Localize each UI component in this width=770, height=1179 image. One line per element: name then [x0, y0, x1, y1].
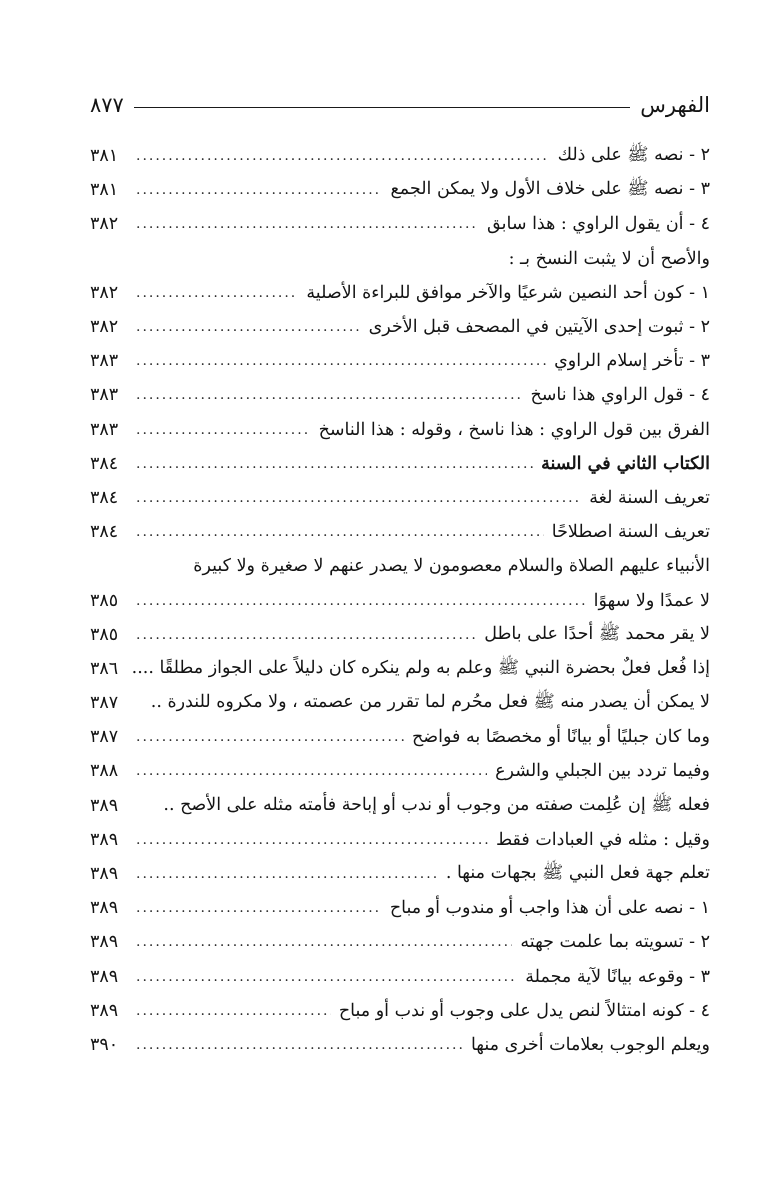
index-entry [90, 891, 710, 925]
entry-label: الأنبياء عليهم الصلاة والسلام معصومون لا يصدر عنهم لا صغيرة ولا كبيرة [193, 556, 710, 577]
dot-leader [136, 729, 404, 745]
entry-label: لا يمكن أن يصدر منه ﷺ فعل محُرم لما تقرر من عصمته ، ولا مكروه للندرة .. [150, 692, 710, 713]
entry-label: ٢ - نصه ﷺ على ذلك [557, 145, 710, 166]
dot-leader [136, 148, 550, 164]
index-entry [90, 515, 710, 549]
entry-label: والأصح أن لا يثبت النسخ بـ : [508, 248, 710, 269]
index-entry [90, 823, 710, 857]
dot-leader [136, 182, 382, 198]
entry-page-number: ٣٨٣ [90, 385, 119, 406]
dot-leader [136, 216, 479, 232]
entry-page-number: ٣٩٠ [90, 1034, 119, 1055]
entry-page-number: ٣٨٧ [90, 693, 119, 714]
entry-page-number: ٣٨٨ [90, 761, 119, 782]
entry-page-number: ٣٨٩ [90, 829, 119, 850]
dot-leader [136, 969, 517, 985]
dot-leader [136, 832, 488, 848]
header-rule [134, 107, 630, 108]
entry-page-number: ٣٨٩ [90, 864, 119, 885]
index-entry [90, 925, 710, 959]
page-number: ٨٧٧ [90, 93, 124, 117]
index-entry [90, 857, 710, 891]
index-entry [90, 276, 710, 310]
entry-label: الكتاب الثاني في السنة [541, 453, 710, 474]
index-entry [90, 960, 710, 994]
index-entry [90, 310, 710, 344]
entry-label: تعريف السنة اصطلاحًا [551, 522, 710, 543]
entry-label: ٣ - وقوعه بيانًا لآية مجملة [525, 966, 710, 987]
entry-page-number: ٣٨٢ [90, 282, 119, 303]
index-entry [90, 583, 710, 617]
entry-label: ١ - كون أحد النصين شرعيًا والآخر موافق للبراءة الأصلية [306, 282, 710, 303]
entry-page-number: ٣٨١ [90, 146, 119, 167]
entry-label: ٣ - تأخر إسلام الراوي [554, 351, 710, 372]
entry-page-number: ٣٨٣ [90, 419, 119, 440]
dot-leader [136, 1003, 331, 1019]
entry-label: لا يقر محمد ﷺ أحدًا على باطل [484, 623, 710, 644]
index-entry [90, 754, 710, 788]
index-entry [90, 994, 710, 1028]
dot-leader [136, 422, 311, 438]
entry-page-number: ٣٨٦ [90, 658, 119, 679]
entry-page-number: ٣٨٥ [90, 624, 119, 645]
entry-label: ويعلم الوجوب بعلامات أخرى منها [470, 1034, 710, 1055]
entry-page-number: ٣٨٧ [90, 727, 119, 748]
index-entry [90, 173, 710, 207]
entry-page-number: ٣٨٩ [90, 795, 119, 816]
dot-leader [136, 456, 533, 472]
entry-label: ٢ - ثبوت إحدى الآيتين في المصحف قبل الأخرى [368, 317, 710, 338]
index-entry [90, 481, 710, 515]
index-list [90, 139, 710, 1062]
index-entry [90, 789, 710, 823]
dot-leader [136, 934, 512, 950]
dot-leader [136, 593, 586, 609]
index-entry [90, 207, 710, 241]
entry-label: ١ - نصه على أن هذا واجب أو مندوب أو مباح [389, 898, 710, 919]
entry-label: وما كان جبليًا أو بيانًا أو مخصصًا به فواضح [411, 727, 710, 748]
dot-leader [136, 1037, 463, 1053]
index-entry [90, 720, 710, 754]
dot-leader [136, 387, 522, 403]
dot-leader [136, 763, 487, 779]
entry-label: وفيما تردد بين الجبلي والشرع [495, 761, 710, 782]
index-entry [90, 344, 710, 378]
index-entry [90, 652, 710, 686]
dot-leader [136, 490, 581, 506]
entry-label: ٢ - تسويته بما علمت جهته [520, 932, 710, 953]
dot-leader [136, 900, 382, 916]
entry-label: تعلم جهة فعل النبي ﷺ بجهات منها . [445, 863, 710, 884]
index-entry [90, 378, 710, 412]
entry-page-number: ٣٨٢ [90, 214, 119, 235]
entry-label: ٣ - نصه ﷺ على خلاف الأول ولا يمكن الجمع [390, 179, 710, 200]
dot-leader [136, 524, 544, 540]
index-entry [90, 549, 710, 583]
entry-page-number: ٣٨٢ [90, 317, 119, 338]
dot-leader [136, 285, 298, 301]
entry-label: ٤ - كونه امتثالاً لنص يدل على وجوب أو ندب أو مباح [338, 1000, 710, 1021]
index-entry [90, 447, 710, 481]
dot-leader [136, 353, 546, 369]
index-entry [90, 242, 710, 276]
entry-page-number: ٣٨٩ [90, 966, 119, 987]
entry-page-number: ٣٨٤ [90, 453, 119, 474]
entry-page-number: ٣٨١ [90, 180, 119, 201]
entry-label: فعله ﷺ إن عُلِمت صفته من وجوب أو ندب أو إباحة فأمته مثله على الأصح .. [163, 794, 710, 815]
entry-label: لا عمدًا ولا سهوًا [593, 590, 710, 611]
index-entry [90, 139, 710, 173]
entry-page-number: ٣٨٤ [90, 522, 119, 543]
entry-page-number: ٣٨٩ [90, 898, 119, 919]
index-entry [90, 1028, 710, 1062]
entry-label: تعريف السنة لغة [589, 487, 710, 508]
entry-label: وقيل : مثله في العبادات فقط [495, 829, 710, 850]
dot-leader [136, 866, 438, 882]
entry-label: ٤ - قول الراوي هذا ناسخ [530, 385, 710, 406]
entry-page-number: ٣٨٩ [90, 932, 119, 953]
entry-page-number: ٣٨٩ [90, 1000, 119, 1021]
page-header [90, 90, 710, 120]
entry-page-number: ٣٨٣ [90, 351, 119, 372]
index-entry [90, 413, 710, 447]
dot-leader [136, 319, 361, 335]
index-entry [90, 686, 710, 720]
entry-label: الفرق بين قول الراوي : هذا ناسخ ، وقوله : هذا الناسخ [318, 419, 710, 440]
index-entry [90, 618, 710, 652]
entry-label: إذا فُعل فعلٌ بحضرة النبي ﷺ وعلم به ولم ينكره كان دليلاً على الجواز مطلقًا .... [131, 657, 710, 678]
dot-leader [136, 627, 476, 643]
entry-page-number: ٣٨٤ [90, 487, 119, 508]
page-title: الفهرس [640, 93, 710, 117]
entry-label: ٤ - أن يقول الراوي : هذا سابق [487, 214, 710, 235]
entry-page-number: ٣٨٥ [90, 590, 119, 611]
